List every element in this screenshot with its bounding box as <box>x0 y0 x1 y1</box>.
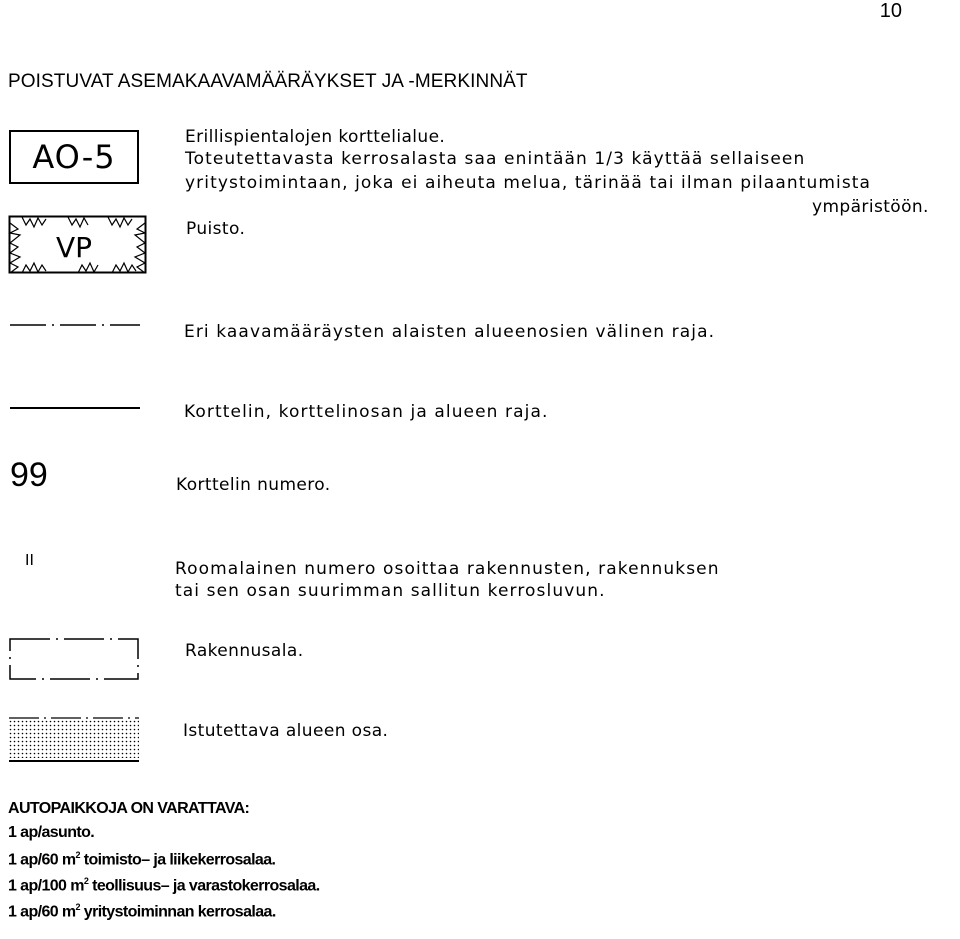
block-number-symbol: 99 <box>10 456 48 494</box>
parking-line-1: 1 ap/asunto. <box>8 824 95 841</box>
building-area-description: Rakennusala. <box>185 641 304 661</box>
solid-line-description: Korttelin, korttelinosan ja alueen raja. <box>184 402 549 422</box>
planted-area-symbol <box>9 716 141 764</box>
parking-line-4: 1 ap/60 $m^2$ yritystoiminnan kerrosalaa. <box>8 902 276 921</box>
page-title: POISTUVAT ASEMAKAAVAMÄÄRÄYKSET JA -MERKINNÄT <box>8 71 528 92</box>
ao-description-line-3: yritystoimintaan, joka ei aiheuta melua, tärinää tai ilman pilaantumista <box>185 173 872 193</box>
ao-description-line-1: Erillispientalojen korttelialue. <box>185 127 446 147</box>
planted-area-description: Istutettava alueen osa. <box>183 721 389 741</box>
dash-dot-boundary-line <box>10 320 142 330</box>
parking-line-2: 1 ap/60 $m^2$ toimisto– ja liikekerrosalaa. <box>8 850 276 869</box>
vp-symbol-label: VP <box>55 231 93 264</box>
vp-park-symbol <box>8 215 148 275</box>
building-area-symbol <box>9 636 141 682</box>
ao-description-line-4: ympäristöön. <box>812 197 929 217</box>
ao-description-line-2: Toteutettavasta kerrosalasta saa enintään 1/3 käyttää sellaiseen <box>185 149 806 169</box>
roman-numeral-symbol: II <box>25 552 34 569</box>
ao-5-symbol: AO-5 <box>9 130 139 184</box>
solid-boundary-line <box>10 403 142 413</box>
roman-description-line-2: tai sen osan suurimman sallitun kerrosluvun. <box>175 581 606 601</box>
parking-heading: AUTOPAIKKOJA ON VARATTAVA: <box>8 800 250 817</box>
parking-line-3: 1 ap/100 $m^2$ teollisuus– ja varastokerrosalaa. <box>8 876 320 895</box>
block-number-description: Korttelin numero. <box>176 475 331 495</box>
vp-description: Puisto. <box>186 219 246 239</box>
roman-description-line-1: Roomalainen numero osoittaa rakennusten, rakennuksen <box>175 559 720 579</box>
page-number: 10 <box>879 0 902 22</box>
dash-dot-description: Eri kaavamääräysten alaisten alueenosien välinen raja. <box>184 322 716 342</box>
